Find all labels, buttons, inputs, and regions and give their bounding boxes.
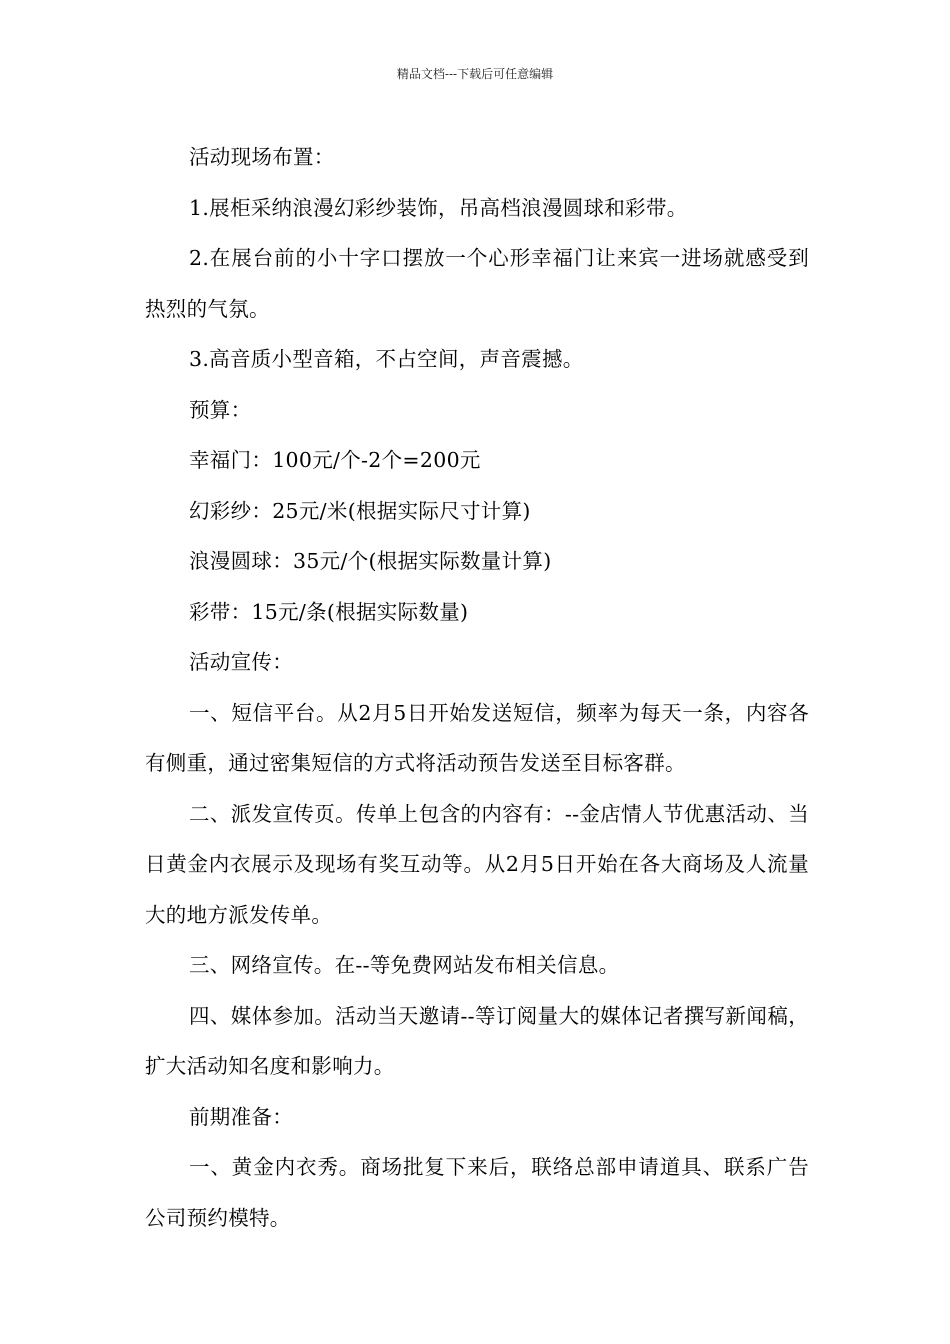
budget-item: 浪漫圆球：35元/个(根据实际数量计算) (189, 549, 552, 573)
paragraph: 二、派发宣传页。传单上包含的内容有：--金店情人节优惠活动、当日黄金内衣展示及现场有奖互动等。从2月5日开始在各大商场及人流量大的地方派发传单。 (145, 801, 809, 927)
paragraph: 1.展柜采纳浪漫幻彩纱装饰，吊高档浪漫圆球和彩带。 (189, 195, 688, 220)
budget-item: 彩带：15元/条(根据实际数量) (189, 599, 469, 624)
paragraph: 一、短信平台。从2月5日开始发送短信，频率为每天一条，内容各有侧重，通过密集短信的方式将活动预告发送至目标客群。 (145, 700, 809, 775)
paragraph: 一、黄金内衣秀。商场批复下来后，联络总部申请道具、联系广告公司预约模特。 (145, 1155, 809, 1230)
paragraph: 四、媒体参加。活动当天邀请--等订阅量大的媒体记者撰写新闻稿，扩大活动知名度和影响力。 (145, 1003, 809, 1078)
paragraph: 2.在展台前的小十字口摆放一个心形幸福门让来宾一进场就感受到热烈的气氛。 (145, 246, 809, 321)
document-body (145, 132, 809, 1243)
paragraph: 三、网络宣传。在--等免费网站发布相关信息。 (189, 953, 620, 977)
budget-item: 幻彩纱：25元/米(根据实际尺寸计算) (189, 498, 531, 523)
section-heading-preparation: 前期准备： (189, 1104, 293, 1129)
section-heading-promotion: 活动宣传： (189, 650, 293, 674)
section-heading-budget: 预算： (189, 397, 252, 422)
paragraph: 3.高音质小型音箱，不占空间，声音震撼。 (189, 347, 584, 371)
page-header: 精品文档---下载后可任意编辑 (396, 67, 554, 81)
section-heading-setup: 活动现场布置： (189, 145, 335, 169)
budget-item: 幸福门：100元/个-2个=200元 (189, 448, 481, 472)
